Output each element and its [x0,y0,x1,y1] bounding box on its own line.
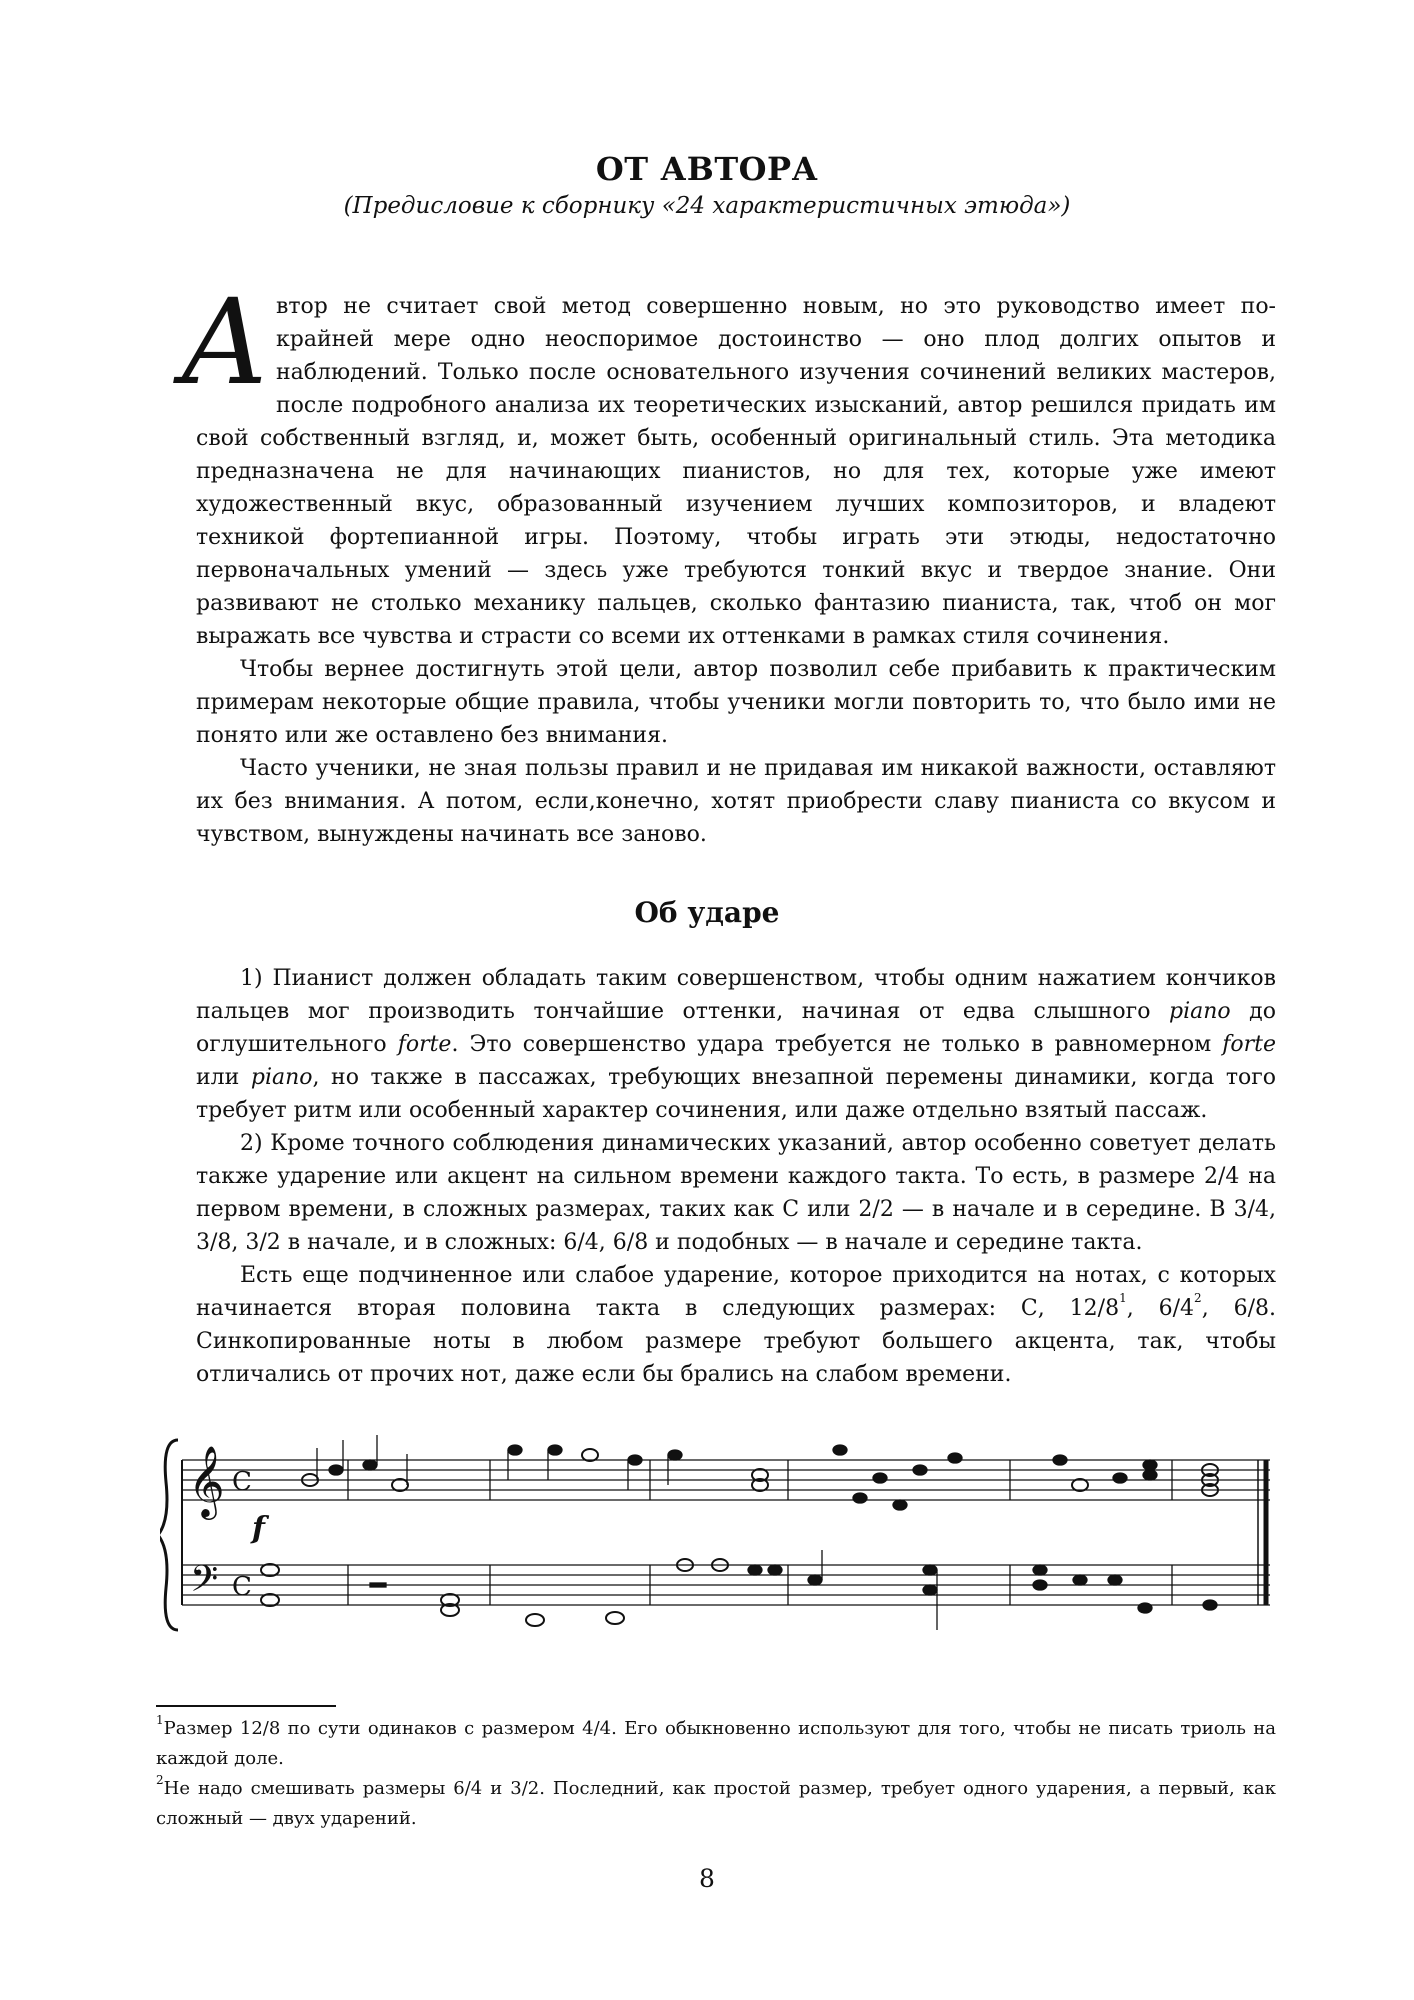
treble-staff [182,1460,1270,1500]
intro-section [180,273,1276,851]
intro-paragraph-3: Часто ученики, не зная пользы правил и не придавая им никакой важности, оставляют их без внимания. А потом, если,конечно, хотят приобрести славу пианиста со вкусом и чувством, вынуждены начинать все заново. [196,756,1276,847]
section-title: Об ударе [634,896,780,929]
intro-paragraph-1 [180,273,1276,653]
section-body [196,962,1276,1391]
footnotes [156,1714,1276,1834]
time-signature-treble: C [232,1467,252,1497]
bass-notes [261,1550,1217,1630]
footnote-2: $^2$Не надо смешивать размеры 6/4 и 3/2. Последний, как простой размер, требует одного ударения, а первый, как сложный — двух ударений. [156,1773,1276,1829]
treble-notes [302,1435,1218,1510]
intro-paragraph-1-text: втор не считает свой метод совершенно новым, но это руководство имеет по-крайней мере одно неоспоримое достоинство — оно плод долгих опытов и наблюдений. Только после основательного изучения сочинений великих мастеров, после подробного анализа их теоретических изысканий, автор решился придать им свой собственный взгляд, и, может быть, особенный оригинальный стиль. Эта методика предназначена не для начинающих пианистов, но для тех, которые уже имеют художественный вкус, образованный изучением лучших композиторов, и владеют техникой фортепианной игры. Поэтому, чтобы играть эти этюды, недостаточно первоначальных умений — здесь уже требуются тонкий вкус и твердое знание. Они развивают не столько механику пальцев, сколько фантазию пианиста, так, чтоб он мог выражать все чувства и страсти со всеми их оттенками в рамках стиля сочинения. [196,294,1276,649]
time-signature-bass: C [232,1572,252,1602]
music-score [160,1420,1280,1650]
page-number: 8 [699,1864,715,1893]
treble-clef: 𝄞 [188,1444,225,1517]
footnote-1: $^1$Размер 12/8 по сути одинаков с размером 4/4. Его обыкновенно используют для того, чтобы не писать триоль на каждой доле. [156,1713,1276,1769]
bass-staff [182,1565,1270,1605]
section-paragraph-3: Есть еще подчиненное или слабое ударение, которое приходится на нотах, с которых начинается вторая половина такта в следующих размерах: С, $12/8^1$, $6/4^2$, 6/8. Синкопированные ноты в любом размере требуют большего акцента, так, чтобы отличались от прочих нот, даже если бы брались на слабом времени. [196,1263,1276,1387]
footnote-separator [156,1705,336,1707]
intro-paragraph-2: Чтобы вернее достигнуть этой цели, автор позволил себе прибавить к практическим примерам некоторые общие правила, чтобы ученики могли повторить то, что было ими не понято или же оставлено без внимания. [196,657,1276,748]
section-paragraph-1: 1) Пианист должен обладать таким совершенством, чтобы одним нажатием кончиков пальцев мог производить тончайшие оттенки, начиная от едва слышного piano до оглушительного forte. Это совершенство удара требуется не только в равномерном forte или piano, но также в пассажах, требующих внезапной перемены динамики, когда того требует ритм или особенный характер сочинения, или даже отдельно взятый пассаж. [196,966,1277,1123]
dynamic-forte: f [252,1511,265,1546]
drop-cap-letter: А [180,273,270,411]
bass-clef: 𝄢 [190,1558,219,1609]
page-subtitle: (Предисловие к сборнику «24 характеристичных этюда») [343,193,1071,219]
page-title: ОТ АВТОРА [595,150,819,188]
section-paragraph-2: 2) Кроме точного соблюдения динамических указаний, автор особенно советует делать также ударение или акцент на сильном времени каждого такта. То есть, в размере 2/4 на первом времени, в сложных размерах, таких как С или 2/2 — в начале и в середине. В 3/4, 3/8, 3/2 в начале, и в сложных: 6/4, 6/8 и подобных — в начале и середине такта. [196,1131,1276,1255]
